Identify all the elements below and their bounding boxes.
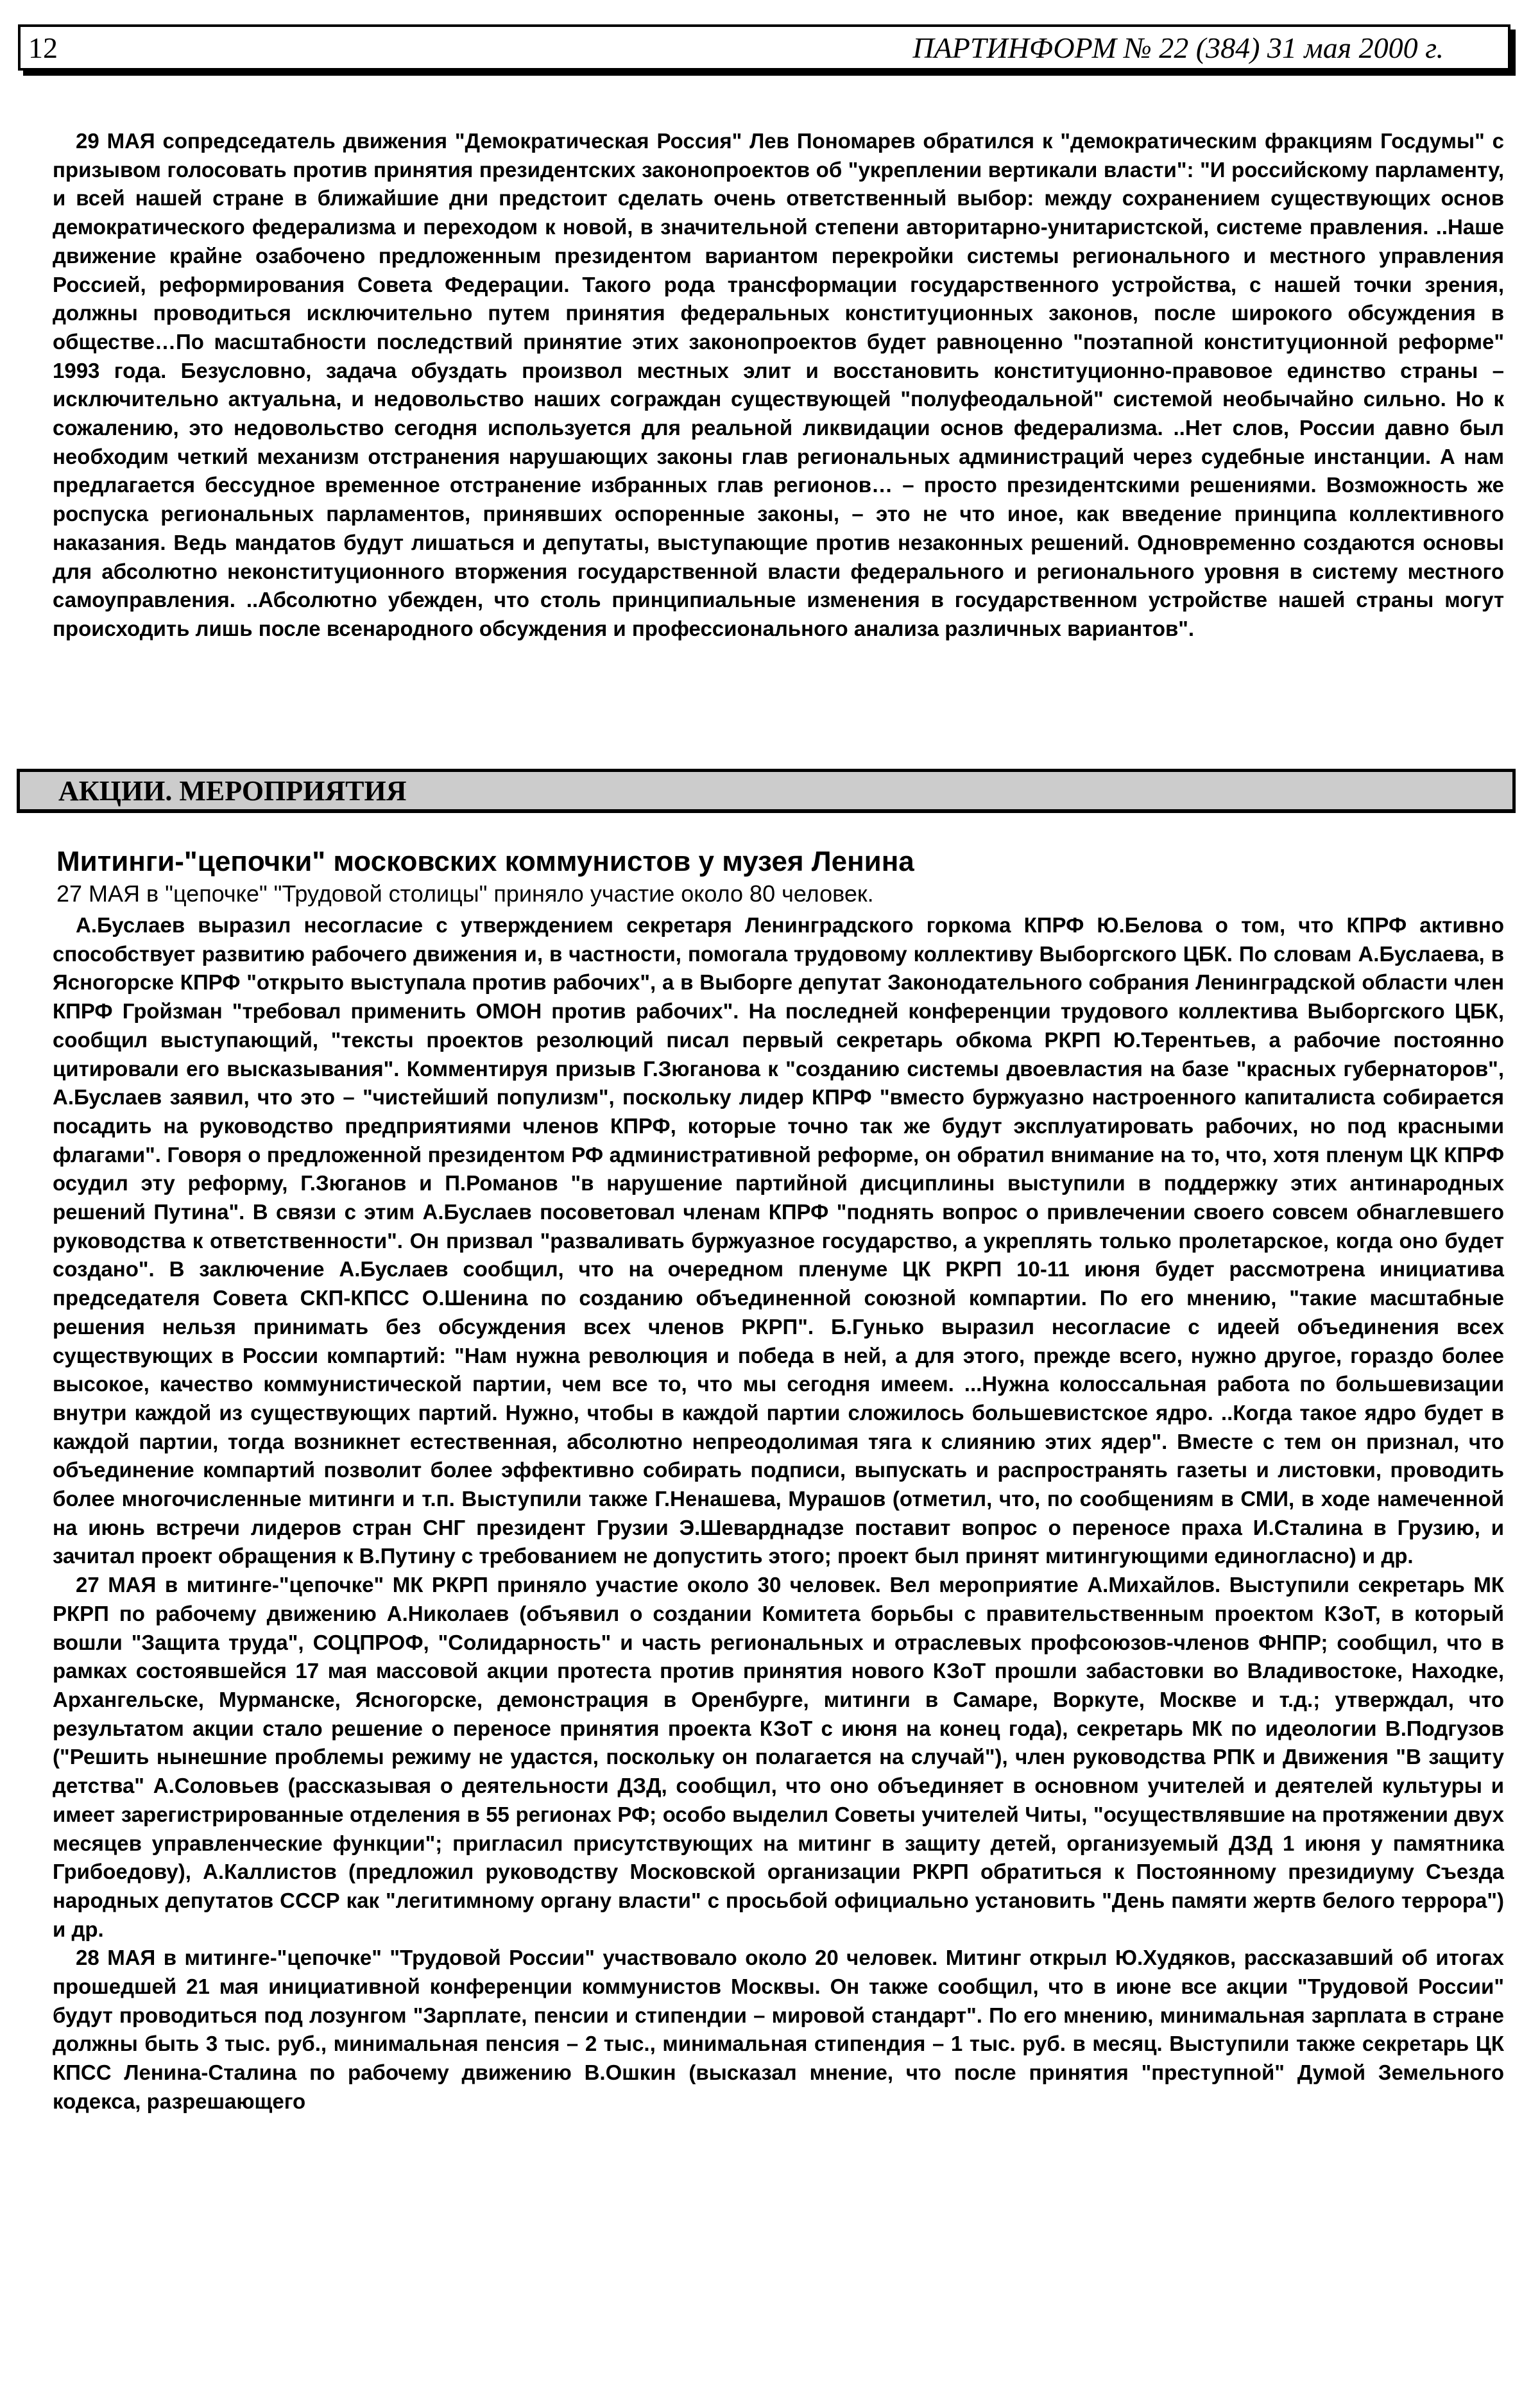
page-number: 12 [28,31,58,64]
article-lead: 27 МАЯ в "цепочке" "Трудовой столицы" приняло участие около 80 человек. [56,880,874,907]
intro-text [53,127,1504,644]
article-body [53,911,1504,2116]
section-title: АКЦИИ. МЕРОПРИЯТИЯ [58,775,407,807]
paragraph: А.Буслаев выразил несогласие с утверждением секретаря Ленинградского горкома КПРФ Ю.Белова о том, что КПРФ активно способствует развитию рабочего движения и, в частности, помогала трудовому коллективу Выборгского ЦБК. По словам А.Буслаева, в Ясногорске КПРФ "открыто выступала против рабочих", а в Выборге депутат Законодательного собрания Ленинградской области член КПРФ Гройзман "требовал применить ОМОН против рабочих". На последней конференции трудового коллектива Выборгского ЦБК, сообщил выступающий, "тексты проектов резолюций писал первый секретарь обкома РКРП Ю.Терентьев, а рабочие постоянно цитировали его высказывания". Комментируя призыв Г.Зюганова к "созданию системы двоевластия на базе "красных губернаторов", А.Буслаев заявил, что это – "чистейший популизм", поскольку лидер КПРФ "вместо буржуазно настроенного капиталиста собирается посадить на руководство предприятиями членов КПРФ, которые точно так же будут эксплуатировать рабочих, но под красными флагами". Говоря о предложенной президентом РФ административной реформе, он обратил внимание на то, что, хотя пленум ЦК КПРФ осудил эту реформу, Г.Зюганов и П.Романов "в нарушение партийной дисциплины выступили в поддержку этих антинародных решений Путина". В связи с этим А.Буслаев посоветовал членам КПРФ "поднять вопрос о привлечении своего совсем обнаглевшего руководства к ответственности". Он призвал "разваливать буржуазное государство, а укреплять только пролетарское, когда оно будет создано". В заключение А.Буслаев сообщил, что на очередном пленуме ЦК РКРП 10-11 июня будет рассмотрена инициатива председателя Совета СКП-КПСС О.Шенина по созданию объединенной союзной компартии. По его мнению, "такие масштабные решения нельзя принимать без обсуждения всех членов РКРП". Б.Гунько выразил несогласие с идеей объединения всех существующих в России компартий: "Нам нужна революция и победа в ней, а для этого, прежде всего, нужно другое, гораздо более высокое, качество коммунистической партии, чем все то, что мы сегодня имеем. ...Нужна колоссальная работа по большевизации внутри каждой из существующих партий. Нужно, чтобы в каждой партии сложилось большевистское ядро. ..Когда такое ядро будет в каждой партии, тогда возникнет естественная, абсолютно непреодолимая тяга к слиянию этих ядер". Вместе с тем он признал, что объединение компартий позволит более эффективно собирать подписи, выпускать и распространять газеты и листовки, проводить более многочисленные митинги и т.п. Выступили также Г.Ненашева, Мурашов (отметил, что, по сообщениям в СМИ, в ходе намеченной на июнь встречи лидеров стран СНГ президент Грузии Э.Шеварднадзе поставит вопрос о переносе праха И.Сталина в Грузию, и зачитал проект обращения к В.Путину с требованием не допустить этого; проект был принят митингующими единогласно) и др. [53,913,1504,1568]
paragraph: 27 МАЯ в митинге-"цепочке" МК РКРП приняло участие около 30 человек. Вел мероприятие А.Михайлов. Выступили секретарь МК РКРП по рабочему движению А.Николаев (объявил о создании Комитета борьбы с правительственным проектом КЗоТ, в который вошли "Защита труда", СОЦПРОФ, "Солидарность" и часть региональных и отраслевых профсоюзов-членов ФНПР; сообщил, что в рамках состоявшейся 17 мая массовой акции протеста против принятия нового КЗоТ прошли забастовки во Владивостоке, Находке, Архангельске, Мурманске, Ясногорске, демонстрация в Оренбурге, митинги в Самаре, Воркуте, Москве и т.д.; утверждал, что результатом акции стало решение о переносе принятия проекта КЗоТ с июня на конец года), секретарь МК по идеологии В.Подгузов ("Решить нынешние проблемы режиму не удастся, поскольку он полагается на случай"), член руководства РПК и Движения "В защиту детства" А.Соловьев (рассказывая о деятельности ДЗД, сообщил, что оно объединяет в основном учителей и деятелей культуры и имеет зарегистрированные отделения в 55 регионах РФ; особо выделил Советы учителей Читы, "осуществлявшие на протяжении двух месяцев управленческие функции"; пригласил присутствующих на митинг в защиту детей, организуемый ДЗД 1 июня у памятника Грибоедову), А.Каллистов (предложил руководству Московской организации РКРП обратиться к Постоянному президиуму Съезда народных депутатов СССР как "легитимному органу власти" с просьбой официально установить "День памяти жертв белого террора") и др. [53,1573,1504,1941]
section-header [17,769,1516,813]
masthead: ПАРТИНФОРМ № 22 (384) 31 мая 2000 г. [912,31,1444,64]
article-title: Митинги-"цепочки" московских коммунистов у музея Ленина [56,846,914,877]
paragraph: 29 МАЯ сопредседатель движения "Демократическая Россия" Лев Пономарев обратился к "демократическим фракциям Госдумы" с призывом голосовать против принятия президентских законопроектов об "укреплении вертикали власти": "И российскому парламенту, и всей нашей стране в ближайшие дни предстоит сделать очень ответственный выбор: между сохранением существующих основ демократического федерализма и переходом к новой, в значительной степени авторитарно-унитаристской, системе правления. ..Наше движение крайне озабочено предложенным президентом вариантом перекройки системы регионального и местного управления Россией, реформирования Совета Федерации. Такого рода трансформации государственного устройства, с нашей точки зрения, должны проводиться исключительно путем принятия федеральных конституционных законов, после широкого обсуждения в обществе…По масштабности последствий принятие этих законопроектов будет равноценно "поэтапной конституционной реформе" 1993 года. Безусловно, задача обуздать произвол местных элит и восстановить конституционно-правовое единство страны – исключительно актуальна, и недовольство наших сограждан существующей "полуфеодальной" системой необычайно сильно. Но к сожалению, это недовольство сегодня используется для реальной ликвидации основ федерализма. ..Нет слов, России давно был необходим четкий механизм отстранения нарушающих законы глав региональных администраций через судебные инстанции. А нам предлагается бессудное временное отстранение избранных глав регионов… – просто президентскими решениями. Возможность же роспуска региональных парламентов, принявших оспоренные законы, – это не что иное, как введение принципа коллективного наказания. Ведь мандатов будут лишаться и депутаты, выступающие против незаконных решений. Одновременно создаются основы для абсолютно неконституционного вторжения государственной власти федерального и регионального уровня в систему местного самоуправления. ..Абсолютно убежден, что столь принципиальные изменения в государственном устройстве нашей страны могут происходить лишь после всенародного обсуждения и профессионального анализа различных вариантов". [53,129,1504,640]
paragraph: 28 МАЯ в митинге-"цепочке" "Трудовой России" участвовало около 20 человек. Митинг открыл Ю.Худяков, рассказавший об итогах прошедшей 21 мая инициативной конференции коммунистов Москвы. Он также сообщил, что в июне все акции "Трудовой России" будут проводиться под лозунгом "Зарплате, пенсии и стипендии – мировой стандарт". По его мнению, минимальная зарплата в стране должны быть 3 тыс. руб., минимальная пенсия – 2 тыс., минимальная стипендия – 1 тыс. руб. в месяц. Выступили также секретарь ЦК КПСС Ленина-Сталина по рабочему движению В.Ошкин (высказал мнение, что после принятия "преступной" Думой Земельного кодекса, разрешающего [53,1946,1504,2113]
page-header [18,24,1510,71]
